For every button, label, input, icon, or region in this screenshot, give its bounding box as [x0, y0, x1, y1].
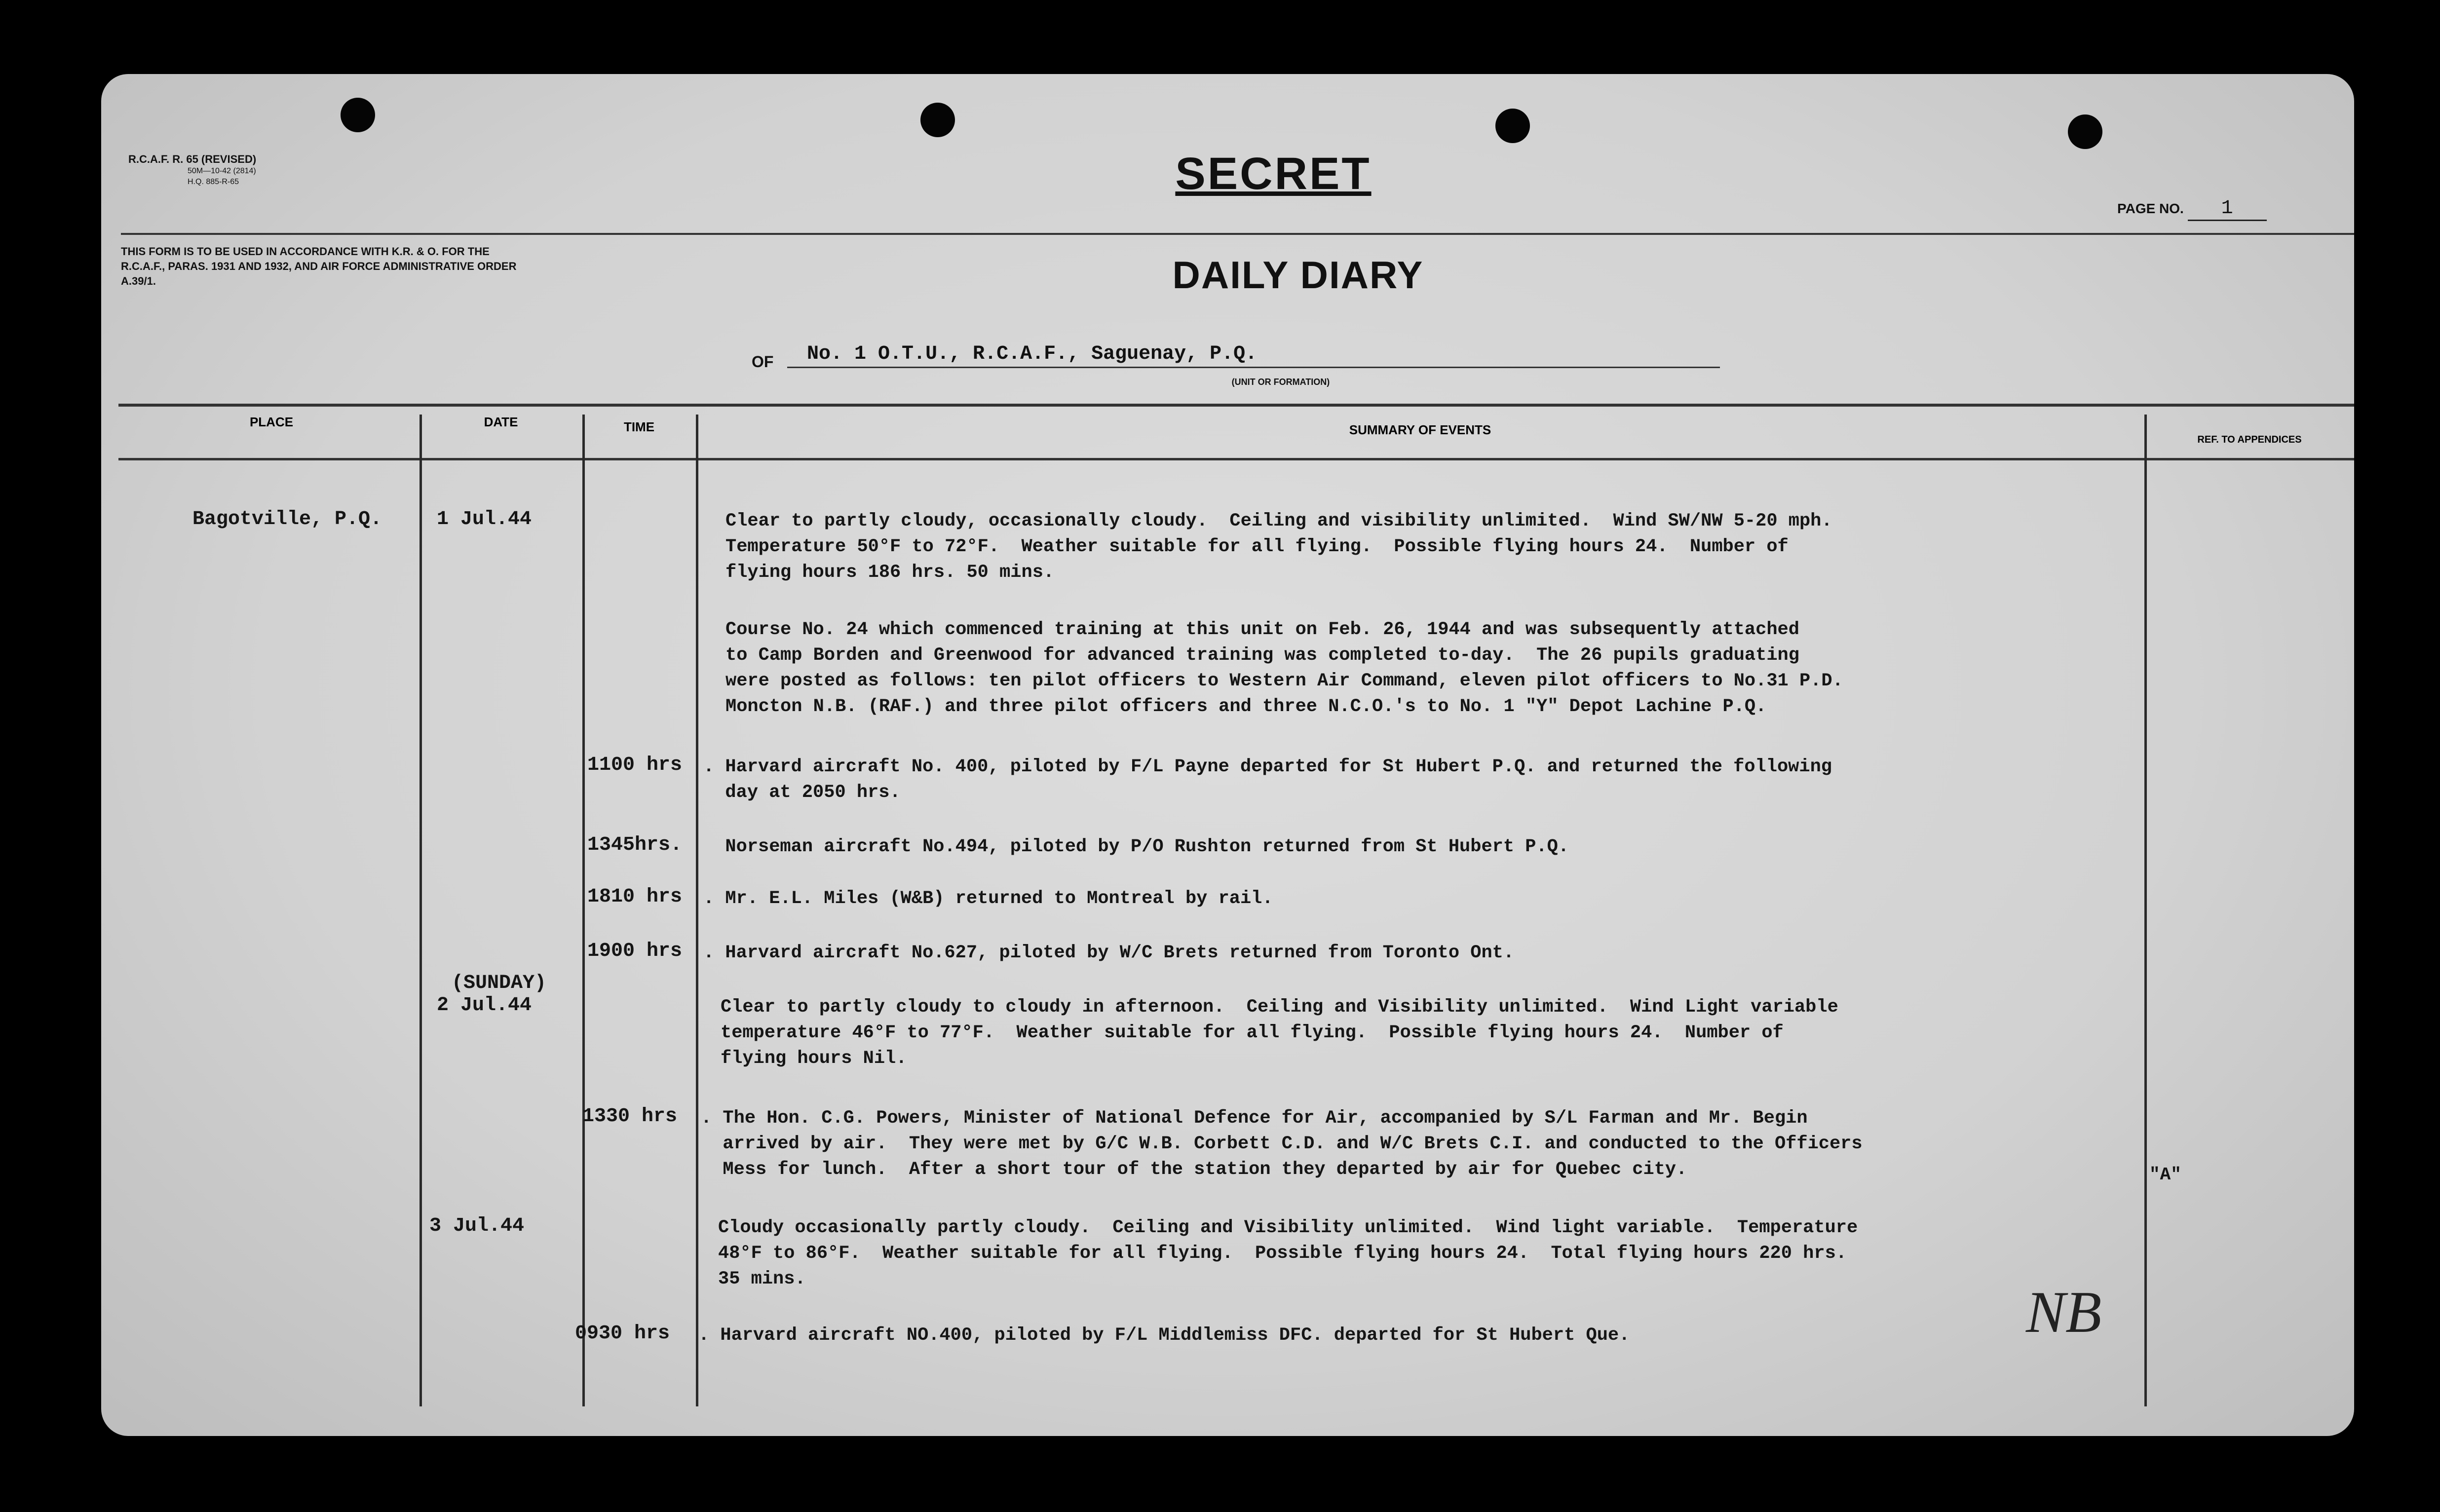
- summary-entry-6: . Harvard aircraft No.627, piloted by W/C Brets returned from Toronto Ont.: [703, 943, 1515, 963]
- date-cell-2-day: (SUNDAY): [452, 972, 547, 994]
- page-number-label: PAGE NO.: [2117, 201, 2184, 216]
- page-number-field: [2117, 197, 2267, 221]
- summary-entry-10: . Harvard aircraft NO.400, piloted by F/L Middlemiss DFC. departed for St Hubert Que.: [698, 1325, 1630, 1346]
- summary-entry-9: Cloudy occasionally partly cloudy. Ceiling and Visibility unlimited. Wind light variable. Temperature 48°F to 86°F. Weather suitable for all flying. Possible flying hours 24. Total flying hours 220 hrs. 35 mins.: [718, 1217, 1858, 1289]
- time-cell-3: 1810 hrs: [587, 886, 683, 908]
- column-divider-summary: [2144, 415, 2147, 1406]
- column-header-date: DATE: [484, 415, 518, 429]
- form-id-code: R.C.A.F. R. 65 (REVISED): [128, 153, 257, 165]
- column-header-place: PLACE: [249, 415, 294, 429]
- table-header-rule: [118, 458, 2354, 460]
- form-ref-2: H.Q. 885-R-65: [188, 178, 239, 186]
- date-cell-1: 1 Jul.44: [437, 508, 532, 530]
- handwritten-initials: NB: [2026, 1279, 2102, 1345]
- table-top-rule: [118, 404, 2354, 407]
- place-cell: Bagotville, P.Q.: [192, 508, 382, 530]
- unit-of-label: OF: [752, 353, 774, 371]
- time-cell-1: 1100 hrs: [587, 754, 683, 776]
- time-cell-2: 1345hrs.: [587, 834, 683, 856]
- punch-hole-1: [341, 98, 375, 132]
- summary-entry-2: Course No. 24 which commenced training at this unit on Feb. 26, 1944 and was subsequently attached to Camp Borden and Greenwood for advanced training was completed to-day. The 26 pupils graduating were posted as follows: ten pilot officers to Western Air Command, eleven pilot officers to No.31 P.D. Moncton N.B. (RAF.) and three pilot officers and three N.C.O.'s to No. 1 "Y" Depot Lachine P.Q.: [725, 619, 1843, 717]
- page-title: DAILY DIARY: [1172, 253, 1424, 297]
- column-header-ref: REF. TO APPENDICES: [2197, 434, 2302, 445]
- column-divider-date: [582, 415, 585, 1406]
- column-divider-time: [696, 415, 698, 1406]
- date-cell-3: 3 Jul.44: [429, 1215, 525, 1237]
- diary-page: [101, 74, 2354, 1436]
- column-divider-place: [419, 415, 422, 1406]
- unit-caption: (UNIT OR FORMATION): [1231, 377, 1330, 387]
- summary-entry-1: Clear to partly cloudy, occasionally cloudy. Ceiling and visibility unlimited. Wind SW/NW 5-20 mph. Temperature 50°F to 72°F. Weather suitable for all flying. Possible flying hours 24. Number of flying hours 186 hrs. 50 mins.: [725, 511, 1832, 583]
- summary-entry-5: . Mr. E.L. Miles (W&B) returned to Montreal by rail.: [703, 888, 1273, 909]
- column-header-summary: SUMMARY OF EVENTS: [1349, 422, 1491, 437]
- summary-entry-4: Norseman aircraft No.494, piloted by P/O Rushton returned from St Hubert P.Q.: [703, 836, 1569, 857]
- summary-entry-7: Clear to partly cloudy to cloudy in afternoon. Ceiling and Visibility unlimited. Wind Light variable temperature 46°F to 77°F. Weather suitable for all flying. Possible flying hours 24. Number of flying hours Nil.: [721, 997, 1838, 1069]
- time-cell-6: 0930 hrs: [575, 1323, 670, 1345]
- date-cell-2: 2 Jul.44: [437, 994, 532, 1017]
- form-id: [128, 153, 385, 188]
- punch-hole-2: [920, 103, 955, 137]
- page-number-value: 1: [2188, 197, 2267, 221]
- column-header-time: TIME: [623, 419, 655, 434]
- form-instructions: THIS FORM IS TO BE USED IN ACCORDANCE WITH K.R. & O. FOR THE R.C.A.F., PARAS. 1931 AND 1932, AND AIR FORCE ADMINISTRATIVE ORDER A.39/1.: [121, 245, 517, 287]
- time-cell-5: 1330 hrs: [582, 1105, 678, 1128]
- form-ref-1: 50M—10-42 (2814): [188, 167, 256, 175]
- unit-field: No. 1 O.T.U., R.C.A.F., Saguenay, P.Q.: [787, 343, 1720, 368]
- appendix-ref-a: "A": [2149, 1165, 2181, 1185]
- time-cell-4: 1900 hrs: [587, 940, 683, 962]
- summary-entry-8: . The Hon. C.G. Powers, Minister of National Defence for Air, accompanied by S/L Farman and Mr. Begin arrived by air. They were met by G/C W.B. Corbett C.D. and W/C Brets C.I. and conducted to the Officers Mess for lunch. After a short tour of the station they departed by air for Quebec city.: [701, 1108, 1863, 1180]
- punch-hole-3: [1495, 109, 1530, 143]
- punch-hole-4: [2068, 114, 2102, 149]
- summary-entry-3: . Harvard aircraft No. 400, piloted by F/L Payne departed for St Hubert P.Q. and returned the following day at 2050 hrs.: [703, 756, 1832, 803]
- classification-stamp: SECRET: [1175, 149, 1372, 199]
- header-rule: [121, 233, 2354, 235]
